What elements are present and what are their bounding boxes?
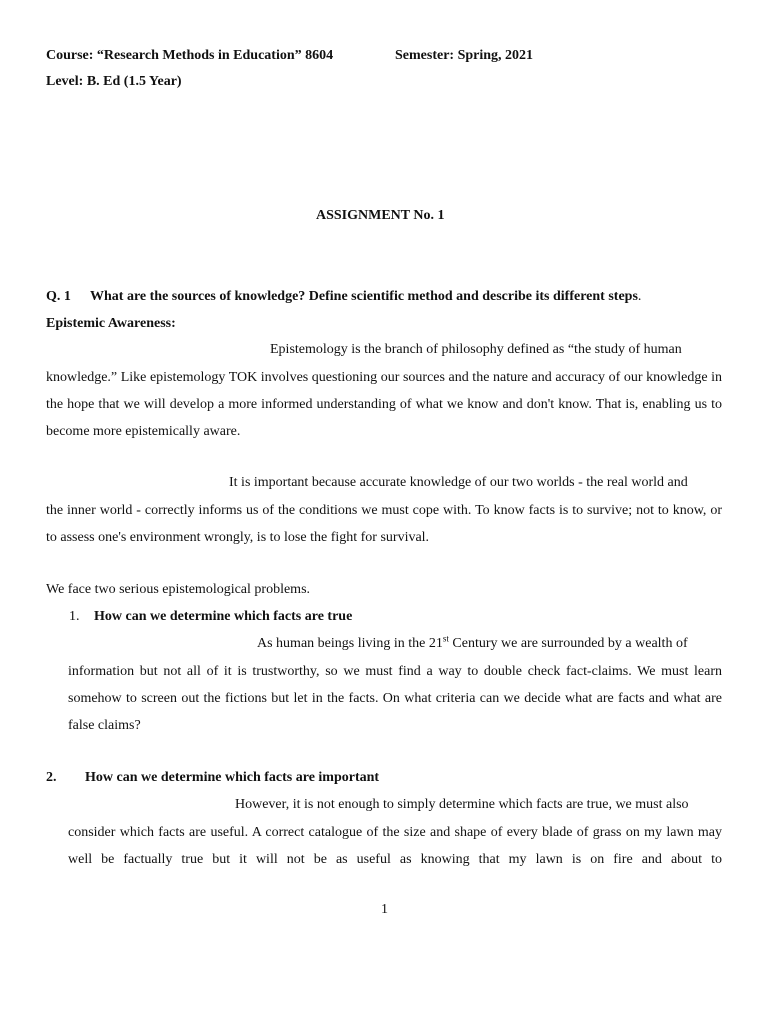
list-1-marker: 1. [69, 609, 80, 624]
question-text-bold: What are the sources of knowledge? Define scientific method and describe its different steps [90, 289, 638, 304]
list-2-marker: 2. [46, 770, 57, 785]
paragraph-3: We face two serious epistemological problems. [46, 582, 311, 597]
level-line: Level: B. Ed (1.5 Year) [46, 74, 182, 89]
question-text [90, 289, 641, 305]
paragraph-2-first-line: It is important because accurate knowledge of our two worlds - the real world and [229, 475, 688, 490]
question-period: . [637, 289, 642, 304]
assignment-title: ASSIGNMENT No. 1 [316, 208, 445, 223]
list-1-first-line [257, 633, 688, 652]
section-heading: Epistemic Awareness: [46, 316, 176, 331]
list-1-first-sup: st [442, 633, 449, 644]
list-1-first-pre: As human beings living in the 21 [257, 636, 443, 651]
list-1-heading: How can we determine which facts are true [94, 609, 353, 624]
page-number: 1 [381, 902, 388, 917]
semester-line: Semester: Spring, 2021 [395, 48, 534, 63]
list-2-first-line: However, it is not enough to simply determine which facts are true, we must also [235, 797, 689, 812]
paragraph-2-body: the inner world - correctly informs us of the conditions we must cope with. To know facts is to survive; not to know, or to assess one's environment wrongly, is to lose the fight for survival. [46, 503, 722, 545]
question-number: Q. 1 [46, 289, 71, 304]
paragraph-1-body: knowledge.” Like epistemology TOK involves questioning our sources and the nature and accuracy of our knowledge in the hope that we will develop a more informed understanding of what we know and don't know. That is, enabling us to become more epistemically aware. [46, 370, 722, 439]
paragraph-1-first-line: Epistemology is the branch of philosophy defined as “the study of human [270, 342, 682, 357]
list-1-body: information but not all of it is trustworthy, so we must find a way to double check fact-claims. We must learn somehow to screen out the fictions but let in the facts. On what criteria can we decide what are facts and what are false claims? [68, 664, 722, 733]
list-1-first-post: Century we are surrounded by a wealth of [448, 636, 688, 651]
course-line: Course: “Research Methods in Education” 8604 [46, 48, 334, 63]
list-2-body: consider which facts are useful. A correct catalogue of the size and shape of every blade of grass on my lawn may well be factually true but it will not be as useful as knowing that my lawn is on fire and about to [68, 825, 722, 867]
list-2-heading: How can we determine which facts are important [85, 770, 380, 785]
